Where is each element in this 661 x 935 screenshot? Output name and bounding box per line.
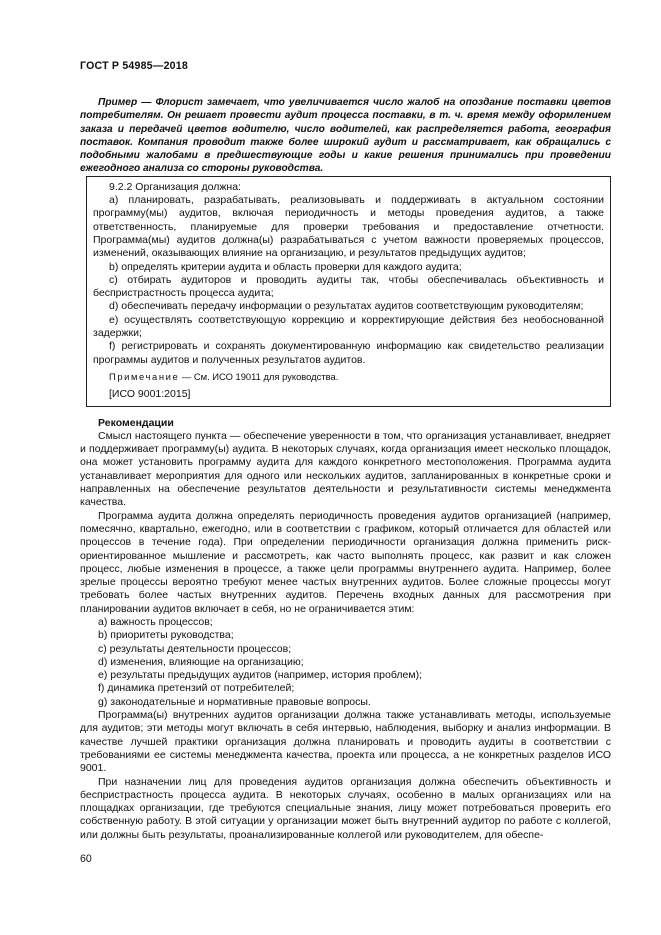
section-title: Рекомендации — [98, 416, 174, 429]
list-item: g) законодательные и нормативные правовые вопросы. — [98, 695, 371, 708]
note-label: Примечание — [109, 370, 180, 382]
standard-quote-box — [86, 176, 611, 407]
note-text: — См. ИСО 19011 для руководства. — [179, 370, 339, 382]
body-paragraph: Смысл настоящего пункта — обеспечение уверенности в том, что организация устанавливает, внедряет и поддерживает программу(ы) аудита. В некоторых случаях, когда организация имеет несколько площадок, она может установить программу аудита для каждого конкретного местоположения. Программа аудита устанавливает мероприятия для одного или нескольких аудитов, запланированных в конкретные сроки и направленных на обеспечение результатов деятельности и результативности системы менеджмента качества. — [80, 429, 611, 509]
source-reference: [ИСО 9001:2015] — [109, 388, 191, 401]
clause-item-a: a) планировать, разрабатывать, реализовывать и поддерживать в актуальном состоянии программу(мы) аудитов, включая периодичность и методы проведения аудитов, а также ответственность, планируемые для проверки требования и предоставление отчетности. Программа(мы) аудитов должна(ы) разрабатываться с учетом важности проверяемых процессов, изменений, оказывающих влияние на организацию, и результатов предыдущих аудитов; — [93, 194, 604, 260]
clause-item-b: b) определять критерии аудита и область проверки для каждого аудита; — [109, 260, 462, 273]
clause-item-e: e) осуществлять соответствующую коррекцию и корректирующие действия без необоснованной задержки; — [93, 313, 604, 340]
clause-item-f: f) регистрировать и сохранять документированную информацию как свидетельство реализации программы аудитов и полученных результатов аудитов. — [93, 340, 604, 366]
page-number: 60 — [80, 853, 92, 865]
list-item: e) результаты предыдущих аудитов (например, история проблем); — [98, 669, 422, 682]
body-paragraph: Программа(ы) внутренних аудитов организации должна также устанавливать методы, используемые для аудитов; эти методы могут включать в себя интервью, наблюдения, выборку и анализ информации. В качестве лучшей практики организация должна планировать и проводить аудиты в соответствии с требованиями ее системы менеджмента качества, проекта или процесса, а не конкретных разделов ИСО 9001. — [80, 709, 611, 775]
body-paragraph: Программа аудита должна определять периодичность проведения аудитов организацией (например, помесячно, квартально, ежегодно, или в соответствии с графиком, который отличается для областей или процессов в течение года). При определении периодичности организация должна применить риск-ориентированное мышление и рассмотреть, как часто выполнять процесс, как развит и как сложен процесс, любые изменения в процессе, а также цели программы внутреннего аудита. Например, более зрелые процессы вероятно требуют менее частых внутренних аудитов. Более сложные процессы могут требовать более частых внутренних аудитов. Перечень входных данных для рассмотрения при планировании аудитов включает в себя, но не ограничивается этим: — [80, 509, 611, 615]
clause-item-c: c) отбирать аудиторов и проводить аудиты так, чтобы обеспечивалась объективность и беспристрастность процесса аудита; — [93, 273, 604, 300]
example-paragraph: Пример — Флорист замечает, что увеличивается число жалоб на опоздание поставки цветов потребителям. Он решает провести аудит процесса поставки, в т. ч. время между оформлением заказа и передачей цветов водителю, число водителей, как распределяется работа, география поставок. Компания проводит также более широкий аудит и рассматривает, как обращались с подобными жалобами в предшествующие годы и какие решения принимались при проведении ежегодного анализа со стороны руководства. — [80, 97, 611, 175]
clause-intro: 9.2.2 Организация должна: — [109, 180, 241, 193]
list-item: d) изменения, влияющие на организацию; — [98, 655, 304, 668]
clause-item-d: d) обеспечивать передачу информации о результатах аудитов соответствующим руководителям; — [109, 300, 584, 313]
document-header: ГОСТ Р 54985—2018 — [80, 60, 188, 72]
list-item: f) динамика претензий от потребителей; — [98, 682, 295, 695]
page-content — [80, 96, 611, 842]
body-paragraph: При назначении лиц для проведения аудитов организация должна обеспечить объективность и беспристрастность процесса аудита. В некоторых случаях, особенно в малых организациях или на площадках организации, где требуются специальные знания, лицу может потребоваться проверить его собственную работу. В этой ситуации у организации может быть внутренний аудитор по работе с коллегой, или должны быть результаты, проанализированные коллегой или руководителем, для обеспе- — [80, 775, 611, 841]
list-item: c) результаты деятельности процессов; — [98, 642, 292, 655]
note — [93, 370, 604, 383]
list-item: a) важность процессов; — [98, 615, 213, 628]
list-item: b) приоритеты руководства; — [98, 629, 234, 642]
